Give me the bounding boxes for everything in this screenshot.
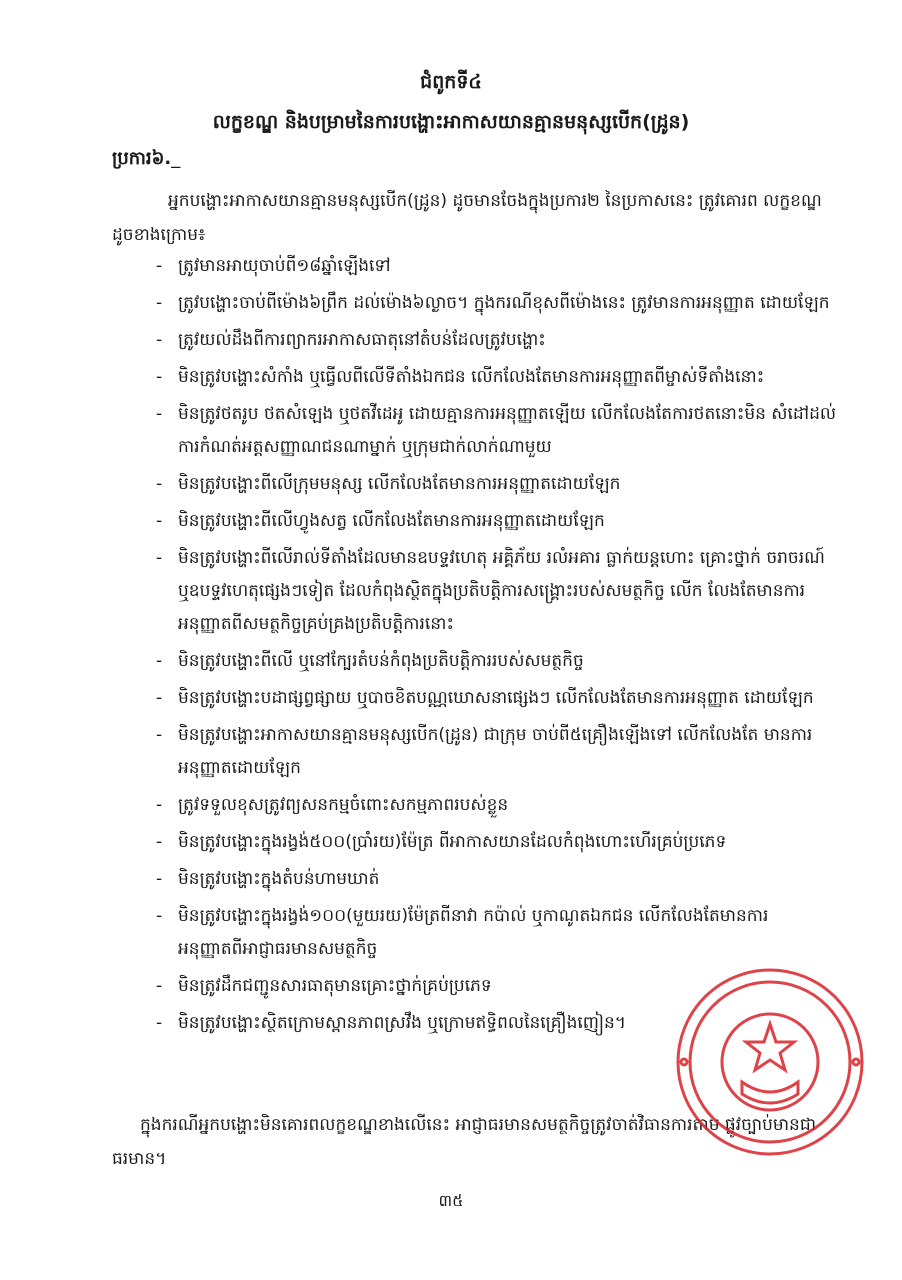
list-bullet: - — [156, 330, 163, 350]
condition-item — [150, 863, 840, 896]
condition-item — [150, 468, 840, 501]
list-bullet: - — [156, 976, 163, 996]
list-bullet: - — [156, 688, 163, 708]
chapter-heading: លក្ខខណ្ឌ និងបម្រាមនៃការបង្ហោះអាកាសយានគ្មានមនុស្សបើក(ដ្រូន) — [212, 111, 690, 133]
condition-item — [150, 682, 840, 715]
list-bullet: - — [156, 906, 163, 926]
list-bullet: - — [156, 367, 163, 387]
seal-emblem — [746, 1024, 794, 1070]
condition-item — [150, 250, 840, 283]
list-bullet: - — [156, 474, 163, 494]
condition-text: មិនត្រូវបង្ហោះស្ថិតក្រោមស្ពានភាពស្រវឹង ឬក្រោមឥទ្ធិពលនៃគ្រឿងញៀន។ — [178, 1013, 627, 1033]
conditions-list — [150, 250, 840, 1044]
condition-text: មិនត្រូវបង្ហោះអាកាសយានគ្មានមនុស្សបើក(ដ្រូន) ជាក្រុម ចាប់ពី៥គ្រឿងឡើងទៅ លើកលែងតែ មានការអនុញ្ញាតដោយឡែក — [178, 725, 813, 778]
condition-item — [150, 645, 840, 678]
condition-text: មិនត្រូវបង្ហោះពីលើរាល់ទីតាំងដែលមានឧបទ្ទវហេតុ អគ្គិភ័យ រលំអគារ ធ្លាក់យន្តហោះ គ្រោះថ្នាក់ ចរាចរណ៍ ឬឧបទ្ទវហេតុផ្សេងៗទៀត ដែលកំពុងស្ថិតក្នុងប្រតិបត្តិការសង្គ្រោះរបស់សមត្ថកិច្ច លើក លែងតែមានការអនុញ្ញាតពីសមត្ថកិច្ចគ្រប់គ្រងប្រតិបត្តិការនោះ — [178, 548, 825, 634]
list-bullet: - — [156, 511, 163, 531]
condition-item — [150, 542, 840, 641]
list-bullet: - — [156, 795, 163, 815]
chapter-title: ជំពូកទី៤ — [420, 71, 482, 93]
condition-text: ត្រូវមានអាយុចាប់ពី១៨ឆ្នាំឡើងទៅ — [178, 256, 391, 276]
condition-text: មិនត្រូវបង្ហោះបដាផ្សព្វផ្សាយ ឬបាចខិតបណ្ណឃោសនាផ្សេងៗ លើកលែងតែមានការអនុញ្ញាត ដោយឡែក — [178, 688, 814, 708]
list-bullet: - — [156, 548, 163, 568]
condition-item — [150, 719, 840, 785]
article-mark: _ — [171, 148, 181, 169]
list-bullet: - — [156, 651, 163, 671]
intro-text: អ្នកបង្ហោះអាកាសយានគ្មានមនុស្សបើក(ដ្រូន) ដូចមានចែងក្នុងប្រការ២ នៃប្រកាសនេះ ត្រូវគោរព លក្ខខណ្ឌដូចខាងក្រោម៖ — [112, 191, 822, 245]
article-label — [112, 146, 180, 173]
condition-text: មិនត្រូវបង្ហោះក្នុងតំបន់ហាមឃាត់ — [178, 869, 380, 889]
condition-text: ត្រូវយល់ដឹងពីការព្យាករអាកាសធាតុនៅតំបន់ដែលត្រូវបង្ហោះ — [178, 330, 546, 350]
article-number: ប្រការ៦. — [112, 148, 172, 169]
seal-inner-ring — [690, 982, 850, 1142]
condition-item — [150, 900, 840, 966]
condition-text: ត្រូវទទួលខុសត្រូវព្យសនកម្មចំពោះសកម្មភាពរបស់ខ្លួន — [178, 795, 509, 815]
seal-star-right — [853, 1059, 859, 1065]
condition-text: មិនត្រូវបង្ហោះពីលើ ឬនៅក្បែរតំបន់កំពុងប្រតិបត្តិការរបស់សមត្ថកិច្ច — [178, 651, 584, 671]
page-number: ៣៥ — [438, 1191, 464, 1210]
condition-text: មិនត្រូវបង្ហោះក្នុងរង្វង់១០០(មួយរយ)ម៉ែត្រពីនាវា កប៉ាល់ ឬកាណូតឯកជន លើកលែងតែមានការ អនុញ្ញាតពីអាជ្ញាធរមានសមត្ថកិច្ច — [178, 906, 769, 959]
condition-text: មិនត្រូវបង្ហោះពីលើក្រុមមនុស្ស លើកលែងតែមានការអនុញ្ញាតដោយឡែក — [178, 474, 621, 494]
condition-text: មិនត្រូវថតរូប ថតសំឡេង ឬថតវីដេអូ ដោយគ្មានការអនុញ្ញាតឡើយ លើកលែងតែការថតនោះមិន សំដៅដល់ការកំណត់អត្តសញ្ញាណជនណាម្នាក់ ឬក្រុមជាក់លាក់ណាមួយ — [178, 404, 837, 457]
list-bullet: - — [156, 832, 163, 852]
condition-text: មិនត្រូវបង្ហោះពីលើហ្វូងសត្វ លើកលែងតែមានការអនុញ្ញាតដោយឡែក — [178, 511, 605, 531]
official-seal-stamp — [670, 962, 870, 1162]
list-bullet: - — [156, 1013, 163, 1033]
seal-star-left — [681, 1059, 687, 1065]
list-bullet: - — [156, 869, 163, 889]
condition-item — [150, 398, 840, 464]
condition-text: ត្រូវបង្ហោះចាប់ពីម៉ោង៦ព្រឹក ដល់ម៉ោង៦ល្ងាច។ ក្នុងករណីខុសពីម៉ោងនេះ ត្រូវមានការអនុញ្ញាត ដោយឡែក — [178, 293, 830, 313]
condition-item — [150, 826, 840, 859]
seal-outer-ring — [678, 970, 862, 1154]
seal-base — [742, 1082, 798, 1103]
list-bullet: - — [156, 404, 163, 424]
condition-item — [150, 287, 840, 320]
list-bullet: - — [156, 293, 163, 313]
condition-text: មិនត្រូវបង្ហោះក្នុងរង្វង់៥០០(ប្រាំរយ)ម៉ែត្រ ពីអាកាសយានដែលកំពុងហោះហើរគ្រប់ប្រភេទ — [178, 832, 727, 852]
condition-item — [150, 324, 840, 357]
condition-text: មិនត្រូវបង្ហោះសំកាំង ឬធ្វើលពីលើទីតាំងឯកជន លើកលែងតែមានការអនុញ្ញាតពីម្ចាស់ទីតាំងនោះ — [178, 367, 765, 387]
closing-text: ក្នុងករណីអ្នកបង្ហោះមិនគោរពលក្ខខណ្ឌខាងលើនេះ អាជ្ញាធរមានសមត្ថកិច្ចត្រូវចាត់វិធានការតាម ផ្លូវច្បាប់មានជាធរមាន។ — [112, 1115, 817, 1169]
list-bullet: - — [156, 256, 163, 276]
condition-item — [150, 789, 840, 822]
condition-item — [150, 505, 840, 538]
intro-paragraph — [112, 184, 832, 252]
condition-text: មិនត្រូវដឹកជញ្ជូនសារធាតុមានគ្រោះថ្នាក់គ្រប់ប្រភេទ — [178, 976, 492, 996]
list-bullet: - — [156, 725, 163, 745]
condition-item — [150, 361, 840, 394]
